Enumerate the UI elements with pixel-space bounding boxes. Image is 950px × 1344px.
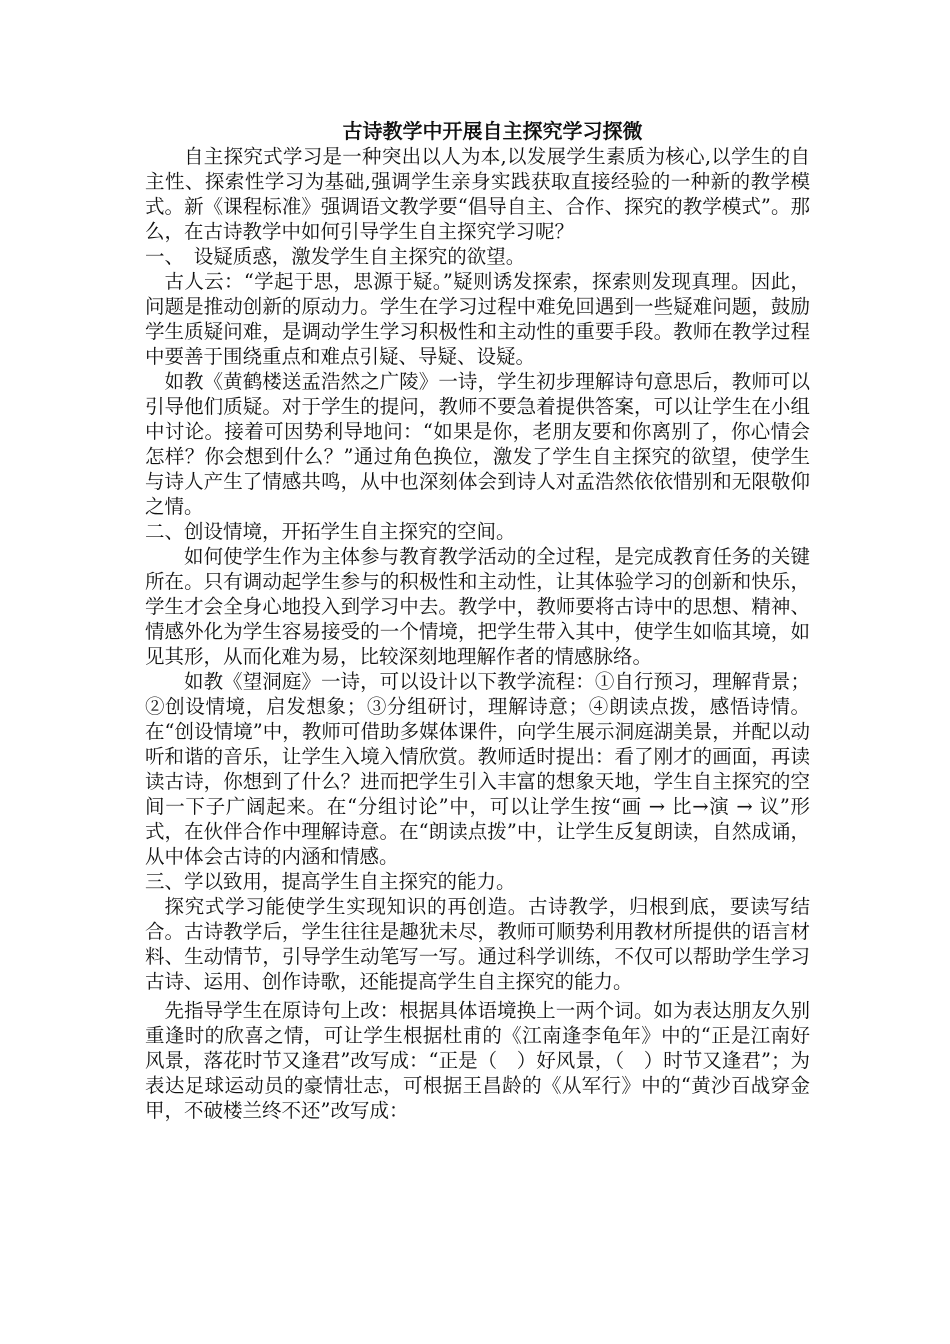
body-paragraph: 先指导学生在原诗句上改：根据具体语境换上一两个词。如为表达朋友久别重逢时的欣喜之情，可让学生根据杜甫的《江南逢李龟年》中的“正是江南好风景，落花时节又逢君”改写成：“正是（ ）好风景，（ ）时节又逢君”；为表达足球运动员的豪情壮志，可根据王昌龄的《从军行》中的“黄沙百战穿金甲，不破楼兰终不还”改写成： xyxy=(145,999,810,1122)
document-title: 古诗教学中开展自主探究学习探微 xyxy=(342,119,643,143)
body-paragraph: 如教《黄鹤楼送孟浩然之广陵》一诗，学生初步理解诗句意思后，教师可以引导他们质疑。对于学生的提问，教师不要急着提供答案，可以让学生在小组中讨论。接着可因势利导地问：“如果是你，老朋友要和你离别了，你心情会怎样？你会想到什么？”通过角色换位，激发了学生自主探究的欲望，使学生与诗人产生了情感共鸣，从中也深刻体会到诗人对孟浩然依依惜别和无限敬仰之情。 xyxy=(145,370,810,518)
section-heading-2: 二、创设情境，开拓学生自主探究的空间。 xyxy=(145,520,516,543)
document-page xyxy=(145,118,810,1123)
body-paragraph: 如何使学生作为主体参与教育教学活动的全过程，是完成教育任务的关键所在。只有调动起学生参与的积极性和主动性，让其体验学习的创新和快乐，学生才会全身心地投入到学习中去。教学中，教师要将古诗中的思想、精神、情感外化为学生容易接受的一个情境，把学生带入其中，使学生如临其境，如见其形，从而化难为易，比较深刻地理解作者的情感脉络。 xyxy=(145,545,810,668)
body-paragraph: 探究式学习能使学生实现知识的再创造。古诗教学，归根到底，要读写结合。古诗教学后，学生往往是趣犹未尽，教师可顺势利用教材所提供的语言材料、生动情节，引导学生动笔写一写。通过科学训练，不仅可以帮助学生学习古诗、运用、创作诗歌，还能提高学生自主探究的能力。 xyxy=(145,895,810,993)
body-paragraph: 如教《望洞庭》一诗，可以设计以下教学流程：①自行预习，理解背景；②创设情境，启发想象；③分组研讨，理解诗意；④朗读点拨，感悟诗情。在“创设情境”中，教师可借助多媒体课件，向学生展示洞庭湖美景，并配以动听和谐的音乐，让学生入境入情欣赏。教师适时提出：看了刚才的画面，再读读古诗，你想到了什么？进而把学生引入丰富的想象天地，学生自主探究的空间一下子广阔起来。在“分组讨论”中，可以让学生按“画 → 比→演 → 议”形式，在伙伴合作中理解诗意。在“朗读点拨”中，让学生反复朗读，自然成诵，从中体会古诗的内涵和情感。 xyxy=(145,670,810,868)
section-heading-3: 三、学以致用，提高学生自主探究的能力。 xyxy=(145,870,516,893)
section-heading-1: 一、 设疑质惑，激发学生自主探究的欲望。 xyxy=(145,245,526,268)
body-paragraph: 古人云：“学起于思，思源于疑。”疑则诱发探索，探索则发现真理。因此，问题是推动创新的原动力。学生在学习过程中难免回遇到一些疑难问题，鼓励学生质疑问难，是调动学生学习积极性和主动性的重要手段。教师在教学过程中要善于围绕重点和难点引疑、导疑、设疑。 xyxy=(145,270,810,368)
intro-paragraph: 自主探究式学习是一种突出以人为本,以发展学生素质为核心,以学生的自主性、探索性学习为基础,强调学生亲身实践获取直接经验的一种新的教学模式。新《课程标准》强调语文教学要“倡导自主、合作、探究的教学模式”。那么，在古诗教学中如何引导学生自主探究学习呢？ xyxy=(145,145,810,243)
